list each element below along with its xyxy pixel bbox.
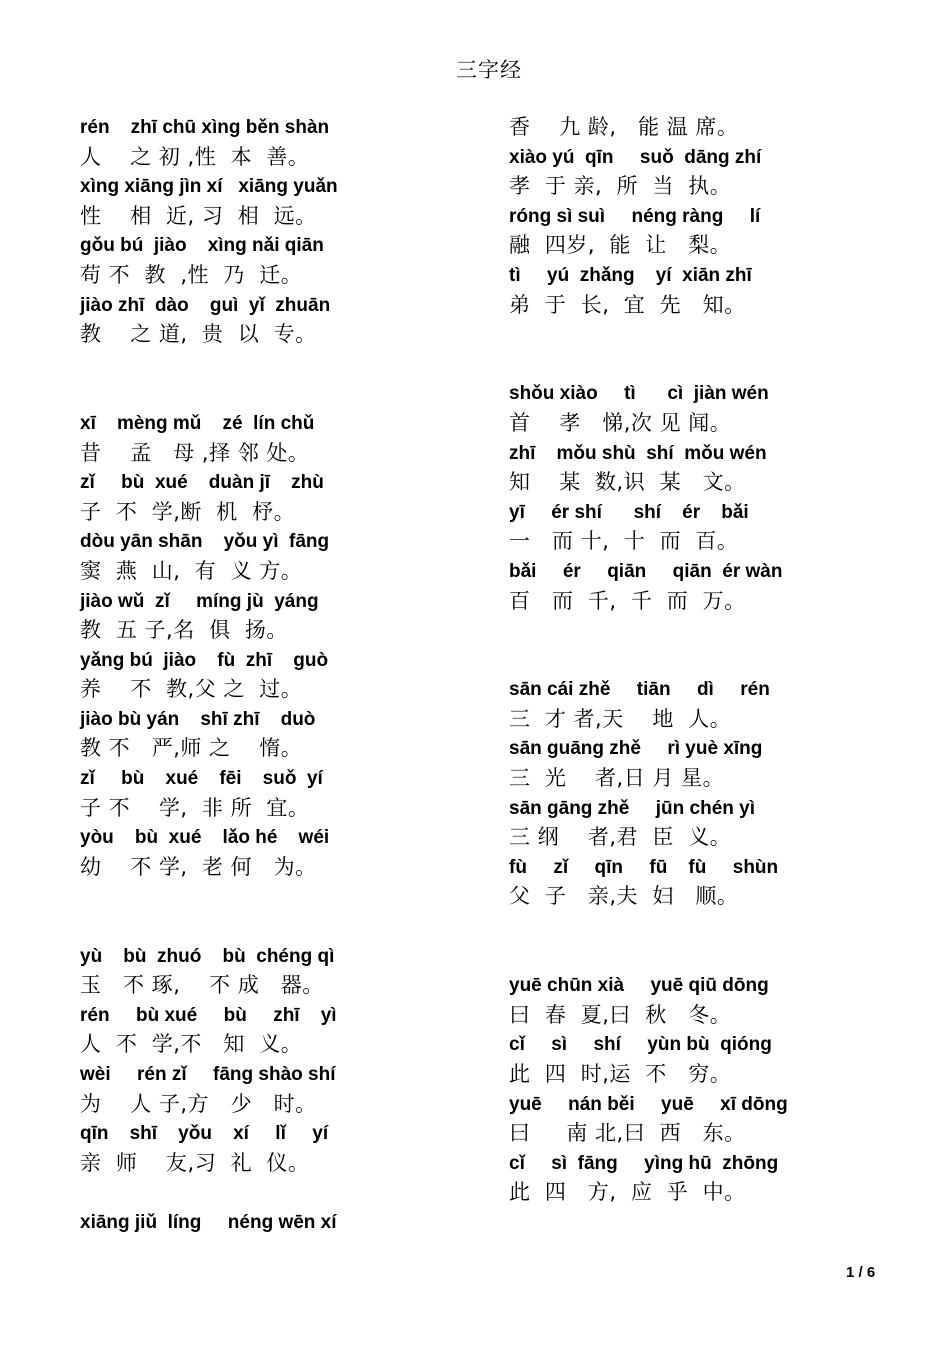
hanzi-line: 三 才 者,天 地 人。	[509, 706, 732, 731]
pinyin-line: cǐ sì fāng yìng hū zhōng	[509, 1152, 779, 1174]
hanzi-line: 此 四 方, 应 乎 中。	[509, 1180, 746, 1205]
pinyin-line: rén bù xué bù zhī yì	[80, 1004, 337, 1026]
stanza-gap	[509, 942, 869, 972]
pinyin-line: zǐ bù xué fēi suǒ yí	[80, 768, 323, 790]
hanzi-line: 曰 南 北,曰 西 东。	[509, 1121, 746, 1146]
pinyin-line: dòu yān shān yǒu yì fāng	[80, 531, 330, 553]
hanzi-line: 知 某 数,识 某 文。	[509, 470, 746, 495]
stanza-gap	[509, 320, 869, 350]
hanzi-line: 教 五 子,名 俱 扬。	[80, 618, 288, 643]
left-column	[80, 113, 440, 1238]
pinyin-line: yù bù zhuó bù chéng qì	[80, 945, 335, 967]
hanzi-line: 百 而 千, 千 而 万。	[509, 588, 746, 613]
pinyin-line: xī mèng mǔ zé lín chǔ	[80, 412, 315, 434]
pinyin-line: yuē chūn xià yuē qiū dōng	[509, 975, 769, 997]
pinyin-line: bǎi ér qiān qiān ér wàn	[509, 560, 783, 582]
pinyin-line: sān cái zhě tiān dì rén	[509, 679, 770, 701]
page-title: 三字经	[456, 58, 522, 82]
pinyin-line: róng sì suì néng ràng lí	[509, 205, 761, 227]
hanzi-line: 香 九 龄, 能 温 席。	[509, 115, 739, 139]
pinyin-line: jiào wǔ zǐ míng jù yáng	[80, 590, 319, 612]
pinyin-line: yòu bù xué lǎo hé wéi	[80, 827, 330, 849]
hanzi-line: 为 人 子,方 少 时。	[80, 1091, 317, 1116]
hanzi-line: 曰 春 夏,曰 秋 冬。	[509, 1002, 732, 1027]
pinyin-line: yuē nán běi yuē xī dōng	[509, 1093, 788, 1115]
stanza-gap	[80, 1178, 440, 1208]
pinyin-line: fù zǐ qīn fū fù shùn	[509, 856, 779, 878]
pinyin-line: sān gāng zhě jūn chén yì	[509, 797, 755, 819]
hanzi-line: 亲 师 友,习 礼 仪。	[80, 1150, 310, 1175]
hanzi-line: 弟 于 长, 宜 先 知。	[509, 292, 746, 317]
right-column	[509, 113, 869, 1208]
stanza-gap	[80, 912, 440, 942]
hanzi-line: 人 不 学,不 知 义。	[80, 1032, 303, 1057]
hanzi-line: 人 之 初 ,性 本 善。	[80, 144, 310, 169]
pinyin-line: xiào yú qīn suǒ dāng zhí	[509, 146, 762, 168]
hanzi-line: 三 纲 者,君 臣 义。	[509, 825, 732, 850]
hanzi-line: 幼 不 学, 老 何 为。	[80, 854, 317, 879]
pinyin-line: yī ér shí shí ér bǎi	[509, 501, 749, 523]
stanza-gap	[509, 616, 869, 646]
hanzi-line: 养 不 教,父 之 过。	[80, 677, 303, 702]
stanza-gap	[80, 379, 440, 409]
hanzi-line: 子 不 学, 非 所 宜。	[80, 795, 310, 820]
pinyin-line: zǐ bù xué duàn jī zhù	[80, 472, 324, 494]
hanzi-line: 子 不 学,断 机 杼。	[80, 499, 296, 524]
hanzi-line: 教 之 道, 贵 以 专。	[80, 322, 317, 347]
pinyin-line: cǐ sì shí yùn bù qióng	[509, 1034, 772, 1056]
hanzi-line: 窦 燕 山, 有 义 方。	[80, 558, 303, 583]
pinyin-line: jiào zhī dào guì yǐ zhuān	[80, 294, 331, 316]
hanzi-line: 融 四岁, 能 让 梨。	[509, 233, 732, 258]
hanzi-line: 此 四 时,运 不 穷。	[509, 1062, 732, 1086]
pinyin-line: jiào bù yán shī zhī duò	[80, 708, 316, 730]
pinyin-line: shǒu xiào tì cì jiàn wén	[509, 383, 769, 405]
pinyin-line: tì yú zhǎng yí xiān zhī	[509, 264, 752, 286]
hanzi-line: 玉 不 琢, 不 成 器。	[80, 973, 324, 998]
hanzi-line: 孝 于 亲, 所 当 执。	[509, 174, 732, 199]
pinyin-line: zhī mǒu shù shí mǒu wén	[509, 442, 767, 464]
pinyin-line: xìng xiāng jìn xí xiāng yuǎn	[80, 176, 338, 198]
hanzi-line: 教 不 严,师 之 惰。	[80, 736, 303, 761]
hanzi-line: 一 而 十, 十 而 百。	[509, 529, 739, 554]
pinyin-line: qīn shī yǒu xí lǐ yí	[80, 1123, 329, 1145]
pinyin-line: yǎng bú jiào fù zhī guò	[80, 649, 329, 671]
hanzi-line: 性 相 近, 习 相 远。	[80, 203, 317, 228]
pinyin-line: sān guāng zhě rì yuè xīng	[509, 738, 763, 760]
page-number: 1 / 6	[846, 1264, 876, 1281]
stanza-gap	[80, 882, 440, 912]
stanza-gap	[509, 646, 869, 676]
pinyin-line: wèi rén zǐ fāng shào shí	[80, 1064, 336, 1085]
hanzi-line: 苟 不 教 ,性 乃 迁。	[80, 262, 303, 287]
hanzi-line: 昔 孟 母 ,择 邻 处。	[80, 440, 310, 465]
stanza-gap	[509, 350, 869, 380]
stanza-gap	[509, 912, 869, 942]
pinyin-line: rén zhī chū xìng běn shàn	[80, 117, 330, 138]
hanzi-line: 父 子 亲,夫 妇 顺。	[509, 884, 739, 909]
pinyin-line: gǒu bú jiào xìng nǎi qiān	[80, 235, 324, 257]
stanza-gap	[80, 350, 440, 380]
hanzi-line: 首 孝 悌,次 见 闻。	[509, 410, 732, 435]
pinyin-line: xiāng jiǔ líng néng wēn xí	[80, 1211, 337, 1233]
hanzi-line: 三 光 者,日 月 星。	[509, 766, 725, 791]
